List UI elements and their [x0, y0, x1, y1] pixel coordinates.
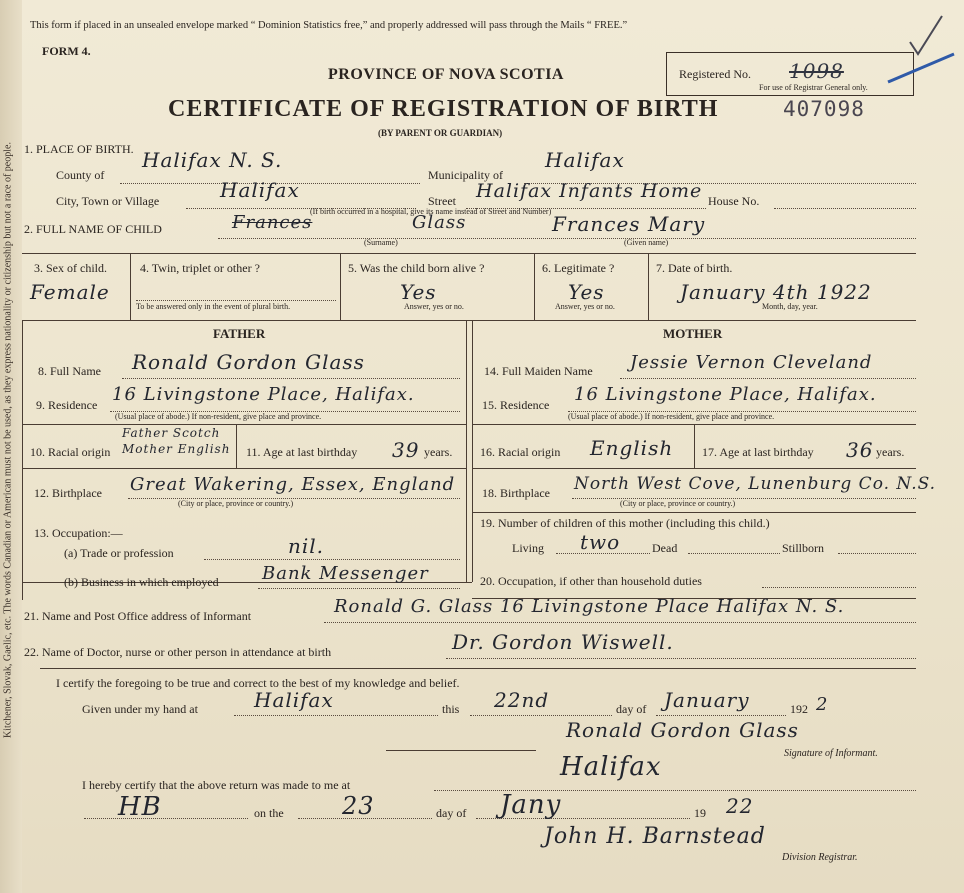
alive-value: Yes: [400, 280, 437, 304]
registered-label: Registered No.: [679, 67, 751, 81]
mother-bp-note: (City or place, province or country.): [620, 499, 736, 508]
doctor-value: Dr. Gordon Wiswell.: [452, 630, 674, 654]
mother-occ-label: 20. Occupation, if other than household duties: [480, 574, 702, 588]
check-mark-icon: [880, 12, 960, 92]
margin-note: Kitchener, Slovak, Gaelic, etc. The words Canadian or American must not be used, as they express nationality or citizenship but not a race of people.: [2, 142, 14, 738]
trade-label: (a) Trade or profession: [64, 546, 174, 560]
cert-line: I certify the foregoing to be true and correct to the best of my knowledge and belief.: [56, 676, 460, 690]
informant-value: Ronald G. Glass 16 Livingstone Place Halifax N. S.: [334, 596, 845, 617]
house-label: House No.: [708, 194, 760, 208]
stamped-number: 407098: [783, 97, 865, 121]
mother-res-label: 15. Residence: [482, 398, 550, 412]
municipality-label: Municipality of: [428, 168, 503, 182]
father-bp-note: (City or place, province or country.): [178, 499, 294, 508]
hereby-label: I hereby certify that the above return was made to me at: [82, 778, 351, 792]
business-value: Bank Messenger: [262, 563, 429, 584]
given-place: Halifax: [254, 688, 334, 712]
father-age-value: 39: [392, 438, 420, 462]
child-surname: Glass: [412, 212, 467, 233]
year-suffix: 2: [816, 694, 829, 715]
father-name-label: 8. Full Name: [38, 364, 101, 378]
mother-res-value: 16 Livingstone Place, Halifax.: [574, 384, 877, 405]
postal-notice: This form if placed in an unsealed envelope marked “ Dominion Statistics free,” and properly addressed will pass through the Mails “ FREE.”: [30, 20, 628, 31]
form-number: FORM 4.: [42, 44, 91, 58]
registered-note: For use of Registrar General only.: [759, 83, 868, 92]
county-label: County of: [56, 168, 105, 182]
city-label: City, Town or Village: [56, 194, 160, 208]
father-heading: FATHER: [213, 326, 266, 341]
father-years: years.: [424, 445, 453, 459]
reg-day-of-label: day of: [436, 806, 467, 820]
twin-label: 4. Twin, triplet or other ?: [140, 261, 260, 275]
date-note: Month, day, year.: [762, 302, 818, 311]
reg-year-suffix: 22: [726, 794, 754, 818]
occupation-label: 13. Occupation:—: [34, 526, 123, 540]
year-prefix: 192: [790, 702, 808, 716]
children-label: 19. Number of children of this mother (including this child.): [480, 516, 770, 530]
sex-value: Female: [30, 280, 110, 304]
mother-bp-value: North West Cove, Lunenburg Co. N.S.: [574, 474, 937, 494]
page-title: CERTIFICATE OF REGISTRATION OF BIRTH: [168, 96, 719, 122]
registrar-note: Division Registrar.: [782, 852, 858, 863]
living-label: Living: [512, 541, 544, 555]
business-label: (b) Business in which employed: [64, 575, 219, 589]
mother-years: years.: [876, 445, 905, 459]
sex-label: 3. Sex of child.: [34, 261, 107, 275]
on-the-label: on the: [254, 806, 284, 820]
registered-value: 1098: [789, 59, 844, 83]
father-bp-value: Great Wakering, Essex, England: [130, 474, 456, 495]
informant-label: 21. Name and Post Office address of Informant: [24, 609, 252, 623]
father-origin-value2: Mother English: [122, 442, 231, 456]
date-value: January 4th 1922: [680, 280, 872, 304]
street-value: Halifax Infants Home: [476, 180, 703, 202]
father-res-value: 16 Livingstone Place, Halifax.: [112, 384, 415, 405]
mother-age-label: 17. Age at last birthday: [702, 445, 814, 459]
subtitle: (BY PARENT OR GUARDIAN): [378, 128, 503, 138]
registrar-signature: John H. Barnstead: [544, 824, 766, 849]
cert-day: 22nd: [494, 688, 550, 712]
father-name-value: Ronald Gordon Glass: [132, 350, 365, 374]
mother-origin-label: 16. Racial origin: [480, 445, 561, 459]
father-age-label: 11. Age at last birthday: [246, 445, 358, 459]
s1-heading: 1. PLACE OF BIRTH.: [24, 142, 134, 156]
mother-name-label: 14. Full Maiden Name: [484, 364, 593, 378]
signature-note: Signature of Informant.: [784, 748, 878, 759]
trade-value: nil.: [288, 534, 325, 558]
this-label: this: [442, 702, 460, 716]
informant-signature: Ronald Gordon Glass: [566, 718, 799, 742]
living-value: two: [580, 530, 621, 554]
county-value: Halifax N. S.: [142, 148, 283, 172]
left-margin-strip: [0, 0, 22, 893]
street-label: Street: [428, 194, 456, 208]
given-note: (Given name): [624, 238, 669, 247]
mother-heading: MOTHER: [663, 326, 723, 341]
day-of-label: day of: [616, 702, 647, 716]
province-heading: PROVINCE OF NOVA SCOTIA: [328, 66, 564, 83]
alive-note: Answer, yes or no.: [404, 302, 464, 311]
hereby-place: Halifax: [560, 752, 662, 782]
child-name-label: 2. FULL NAME OF CHILD: [24, 222, 162, 236]
city-value: Halifax: [220, 178, 300, 202]
mother-name-value: Jessie Vernon Cleveland: [630, 352, 873, 373]
registrar-month: Jany: [500, 790, 562, 820]
reg-year-prefix: 19: [694, 806, 706, 820]
father-res-label: 9. Residence: [36, 398, 98, 412]
given-label: Given under my hand at: [82, 702, 198, 716]
hospital-note: (If birth occurred in a hospital, give its name instead of Street and Number): [310, 207, 552, 216]
father-origin-label: 10. Racial origin: [30, 445, 111, 459]
registrar-initials: HB: [118, 792, 162, 822]
mother-res-note: (Usual place of abode.) If non-resident, give place and province.: [568, 412, 775, 421]
cert-month: January: [664, 688, 750, 712]
legit-label: 6. Legitimate ?: [542, 261, 615, 275]
struck-name: Frances: [232, 212, 313, 233]
legit-value: Yes: [568, 280, 605, 304]
registrar-day: 23: [342, 792, 375, 820]
registered-box: [666, 52, 914, 96]
municipality-value: Halifax: [545, 148, 625, 172]
father-bp-label: 12. Birthplace: [34, 486, 102, 500]
dead-label: Dead: [652, 541, 678, 555]
mother-origin-value: English: [590, 436, 674, 460]
child-given-name: Frances Mary: [552, 212, 706, 236]
mother-bp-label: 18. Birthplace: [482, 486, 550, 500]
surname-note: (Surname): [364, 238, 398, 247]
legit-note: Answer, yes or no.: [555, 302, 615, 311]
stillborn-label: Stillborn: [782, 541, 825, 555]
alive-label: 5. Was the child born alive ?: [348, 261, 485, 275]
mother-age-value: 36: [846, 438, 874, 462]
doctor-label: 22. Name of Doctor, nurse or other person in attendance at birth: [24, 645, 332, 659]
twin-note: To be answered only in the event of plural birth.: [136, 302, 291, 311]
father-res-note: (Usual place of abode.) If non-resident, give place and province.: [115, 412, 322, 421]
father-origin-value1: Father Scotch: [122, 426, 221, 440]
date-label: 7. Date of birth.: [656, 261, 733, 275]
